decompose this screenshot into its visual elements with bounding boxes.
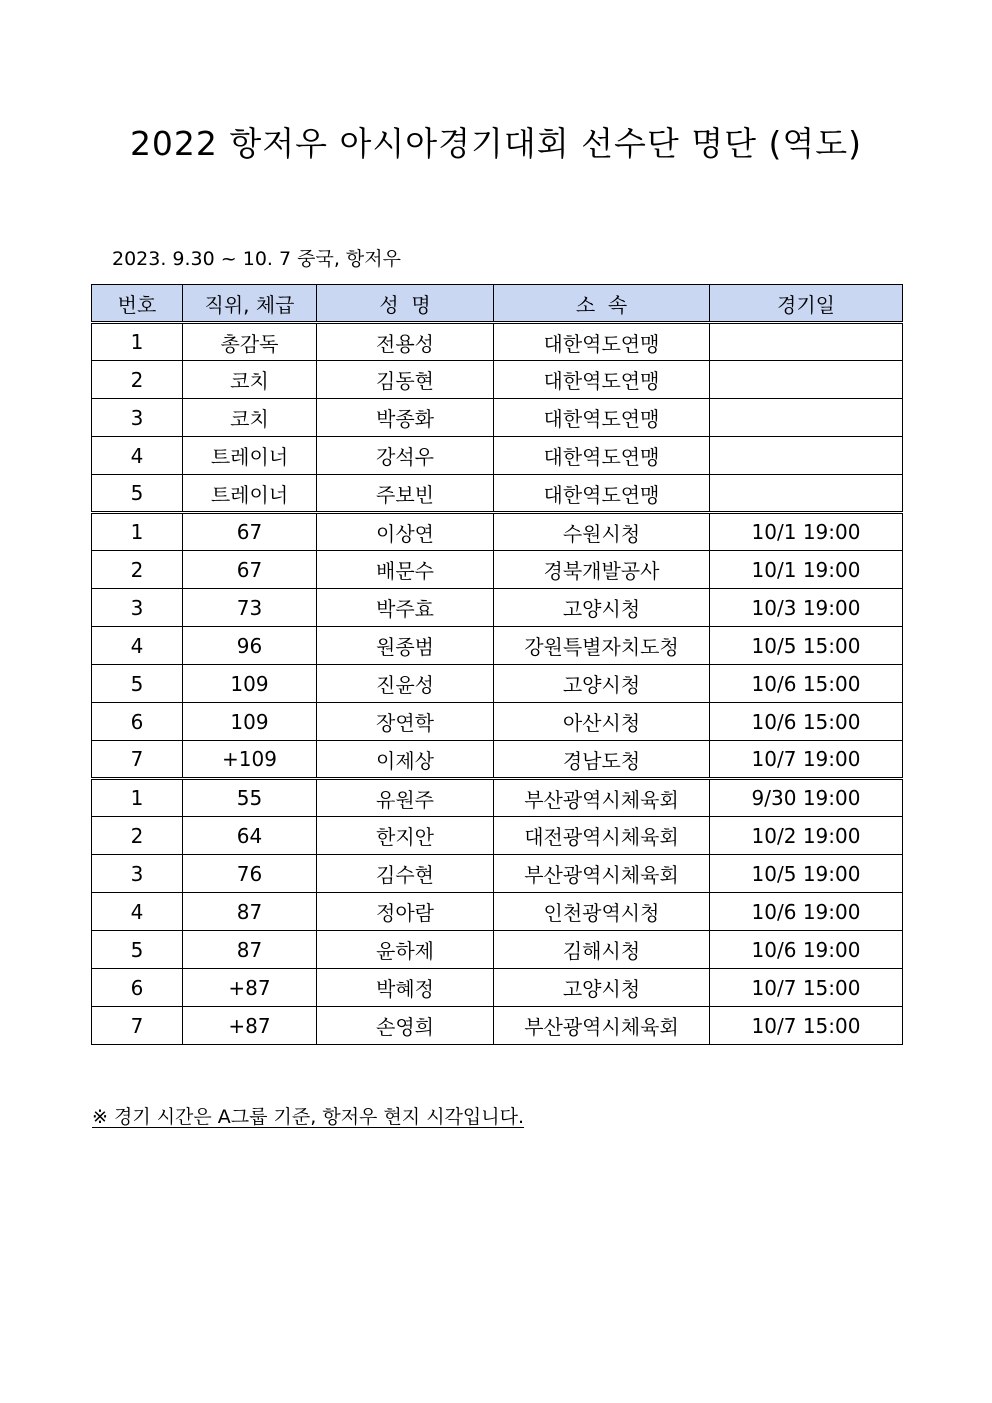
table-row <box>92 627 903 665</box>
header-affiliation: 소 속 <box>494 285 710 323</box>
cell-number: 3 <box>92 589 183 627</box>
table-row <box>92 665 903 703</box>
cell-affiliation: 부산광역시체육회 <box>494 855 710 893</box>
cell-class: 코치 <box>183 361 317 399</box>
cell-number: 6 <box>92 969 183 1007</box>
cell-affiliation: 인천광역시청 <box>494 893 710 931</box>
cell-number: 5 <box>92 665 183 703</box>
cell-number: 5 <box>92 931 183 969</box>
footnote: ※ 경기 시간은 A그룹 기준, 항저우 현지 시각입니다. <box>92 1106 525 1128</box>
cell-number: 5 <box>92 475 183 513</box>
cell-name: 배문수 <box>317 551 494 589</box>
cell-match-date: 10/5 19:00 <box>710 855 903 893</box>
cell-match-date: 10/7 15:00 <box>710 1007 903 1045</box>
cell-affiliation: 대한역도연맹 <box>494 323 710 361</box>
table-row <box>92 323 903 361</box>
cell-name: 박혜정 <box>317 969 494 1007</box>
cell-class: 총감독 <box>183 323 317 361</box>
cell-name: 한지안 <box>317 817 494 855</box>
cell-number: 2 <box>92 551 183 589</box>
cell-name: 유원주 <box>317 779 494 817</box>
cell-match-date: 10/1 19:00 <box>710 551 903 589</box>
cell-match-date <box>710 399 903 437</box>
cell-class: 109 <box>183 665 317 703</box>
cell-class: 87 <box>183 931 317 969</box>
cell-match-date <box>710 437 903 475</box>
cell-affiliation: 경북개발공사 <box>494 551 710 589</box>
cell-name: 박종화 <box>317 399 494 437</box>
cell-number: 1 <box>92 323 183 361</box>
table-row <box>92 551 903 589</box>
cell-name: 전용성 <box>317 323 494 361</box>
cell-class: 87 <box>183 893 317 931</box>
table-row <box>92 817 903 855</box>
cell-class: 코치 <box>183 399 317 437</box>
cell-name: 박주효 <box>317 589 494 627</box>
cell-match-date: 10/6 19:00 <box>710 893 903 931</box>
cell-match-date: 10/6 19:00 <box>710 931 903 969</box>
cell-affiliation: 수원시청 <box>494 513 710 551</box>
cell-class: 55 <box>183 779 317 817</box>
cell-name: 장연학 <box>317 703 494 741</box>
cell-name: 강석우 <box>317 437 494 475</box>
cell-name: 이상연 <box>317 513 494 551</box>
cell-affiliation: 대한역도연맹 <box>494 399 710 437</box>
table-row <box>92 969 903 1007</box>
table-row <box>92 741 903 779</box>
cell-number: 7 <box>92 741 183 779</box>
cell-affiliation: 고양시청 <box>494 665 710 703</box>
cell-match-date: 10/5 15:00 <box>710 627 903 665</box>
cell-number: 2 <box>92 361 183 399</box>
cell-class: 96 <box>183 627 317 665</box>
cell-name: 주보빈 <box>317 475 494 513</box>
cell-affiliation: 대한역도연맹 <box>494 475 710 513</box>
cell-class: +109 <box>183 741 317 779</box>
cell-match-date <box>710 323 903 361</box>
cell-name: 진윤성 <box>317 665 494 703</box>
cell-name: 윤하제 <box>317 931 494 969</box>
table-row <box>92 361 903 399</box>
cell-match-date: 10/7 19:00 <box>710 741 903 779</box>
cell-number: 4 <box>92 437 183 475</box>
cell-number: 1 <box>92 513 183 551</box>
cell-affiliation: 대한역도연맹 <box>494 361 710 399</box>
cell-class: 76 <box>183 855 317 893</box>
cell-affiliation: 고양시청 <box>494 589 710 627</box>
table-row <box>92 703 903 741</box>
cell-class: 트레이너 <box>183 475 317 513</box>
cell-class: 67 <box>183 551 317 589</box>
cell-affiliation: 고양시청 <box>494 969 710 1007</box>
header-name: 성 명 <box>317 285 494 323</box>
cell-affiliation: 부산광역시체육회 <box>494 779 710 817</box>
roster-body <box>92 323 903 1045</box>
cell-match-date <box>710 361 903 399</box>
cell-affiliation: 김해시청 <box>494 931 710 969</box>
table-row <box>92 779 903 817</box>
cell-match-date: 10/2 19:00 <box>710 817 903 855</box>
cell-affiliation: 아산시청 <box>494 703 710 741</box>
table-row <box>92 931 903 969</box>
header-number: 번호 <box>92 285 183 323</box>
cell-number: 6 <box>92 703 183 741</box>
event-period: 2023. 9.30 ~ 10. 7 중국, 항저우 <box>112 248 401 270</box>
cell-class: 64 <box>183 817 317 855</box>
cell-match-date: 10/6 15:00 <box>710 665 903 703</box>
cell-match-date: 10/7 15:00 <box>710 969 903 1007</box>
cell-name: 정아람 <box>317 893 494 931</box>
page-title: 2022 항저우 아시아경기대회 선수단 명단 (역도) <box>129 124 863 163</box>
cell-name: 김동현 <box>317 361 494 399</box>
cell-affiliation: 대전광역시체육회 <box>494 817 710 855</box>
cell-number: 2 <box>92 817 183 855</box>
cell-affiliation: 부산광역시체육회 <box>494 1007 710 1045</box>
table-row <box>92 1007 903 1045</box>
cell-number: 4 <box>92 627 183 665</box>
cell-name: 김수현 <box>317 855 494 893</box>
cell-match-date: 10/3 19:00 <box>710 589 903 627</box>
table-row <box>92 893 903 931</box>
cell-name: 손영희 <box>317 1007 494 1045</box>
cell-class: 67 <box>183 513 317 551</box>
cell-class: +87 <box>183 1007 317 1045</box>
table-row <box>92 513 903 551</box>
table-row <box>92 437 903 475</box>
cell-affiliation: 강원특별자치도청 <box>494 627 710 665</box>
cell-match-date: 9/30 19:00 <box>710 779 903 817</box>
cell-match-date <box>710 475 903 513</box>
cell-number: 1 <box>92 779 183 817</box>
cell-match-date: 10/1 19:00 <box>710 513 903 551</box>
cell-affiliation: 대한역도연맹 <box>494 437 710 475</box>
table-header-row <box>92 285 903 323</box>
cell-number: 7 <box>92 1007 183 1045</box>
cell-match-date: 10/6 15:00 <box>710 703 903 741</box>
cell-name: 이제상 <box>317 741 494 779</box>
cell-number: 3 <box>92 399 183 437</box>
header-class: 직위, 체급 <box>183 285 317 323</box>
cell-class: 트레이너 <box>183 437 317 475</box>
header-match-date: 경기일 <box>710 285 903 323</box>
cell-number: 4 <box>92 893 183 931</box>
cell-number: 3 <box>92 855 183 893</box>
cell-class: +87 <box>183 969 317 1007</box>
cell-name: 원종범 <box>317 627 494 665</box>
cell-affiliation: 경남도청 <box>494 741 710 779</box>
table-row <box>92 589 903 627</box>
cell-class: 109 <box>183 703 317 741</box>
cell-class: 73 <box>183 589 317 627</box>
roster-table <box>91 284 903 1045</box>
table-row <box>92 475 903 513</box>
table-row <box>92 855 903 893</box>
table-row <box>92 399 903 437</box>
